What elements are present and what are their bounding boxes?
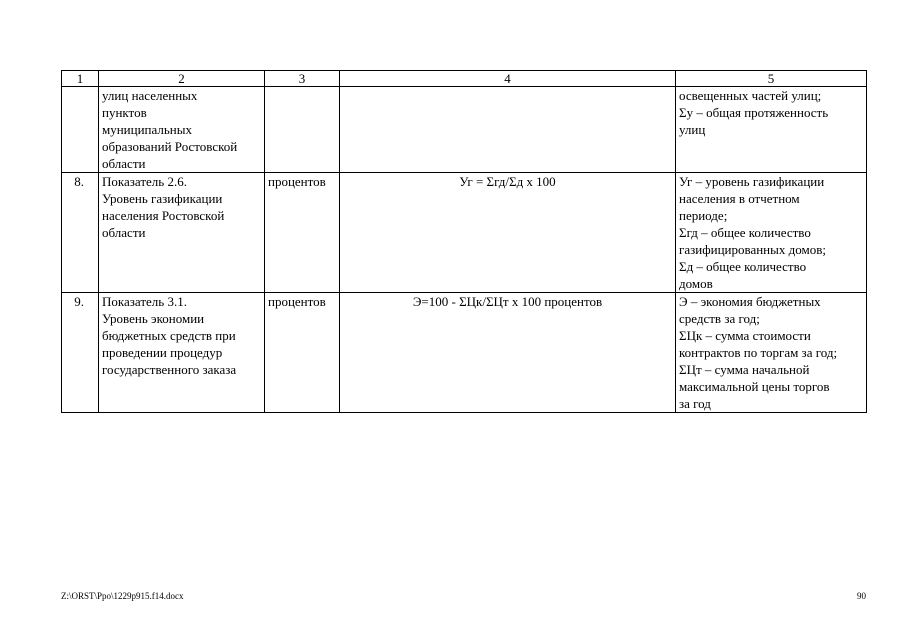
indicator-name: улиц населенных пунктов муниципальных образований Ростовской области — [99, 87, 265, 173]
row-number: 8. — [62, 173, 99, 293]
row-number — [62, 87, 99, 173]
unit — [265, 87, 340, 173]
indicator-name: Показатель 3.1. Уровень экономии бюджетных средств при проведении процедур государственного заказа — [99, 293, 265, 413]
description: освещенных частей улиц; Σу – общая протяженность улиц — [676, 87, 867, 173]
indicators-table — [61, 70, 867, 413]
formula — [340, 87, 676, 173]
description: Э – экономия бюджетных средств за год; ΣЦк – сумма стоимости контрактов по торгам за год; ΣЦт – сумма начальной максимальной цены торгов за год — [676, 293, 867, 413]
header-col-1: 1 — [62, 71, 99, 87]
formula: Уг = Σгд/Σд х 100 — [340, 173, 676, 293]
description: Уг – уровень газификации населения в отчетном периоде; Σгд – общее количество газифицированных домов; Σд – общее количество домов — [676, 173, 867, 293]
header-col-5: 5 — [676, 71, 867, 87]
row-number: 9. — [62, 293, 99, 413]
header-row — [62, 71, 867, 87]
file-path: Z:\ORST\Ppo\1229p915.f14.docx — [61, 591, 184, 601]
table-row — [62, 293, 867, 413]
table-row-continuation — [62, 87, 867, 173]
formula: Э=100 - ΣЦк/ΣЦт х 100 процентов — [340, 293, 676, 413]
page-number: 90 — [857, 591, 866, 601]
header-col-4: 4 — [340, 71, 676, 87]
indicator-name: Показатель 2.6. Уровень газификации населения Ростовской области — [99, 173, 265, 293]
unit: процентов — [265, 293, 340, 413]
table-row — [62, 173, 867, 293]
header-col-3: 3 — [265, 71, 340, 87]
header-col-2: 2 — [99, 71, 265, 87]
unit: процентов — [265, 173, 340, 293]
